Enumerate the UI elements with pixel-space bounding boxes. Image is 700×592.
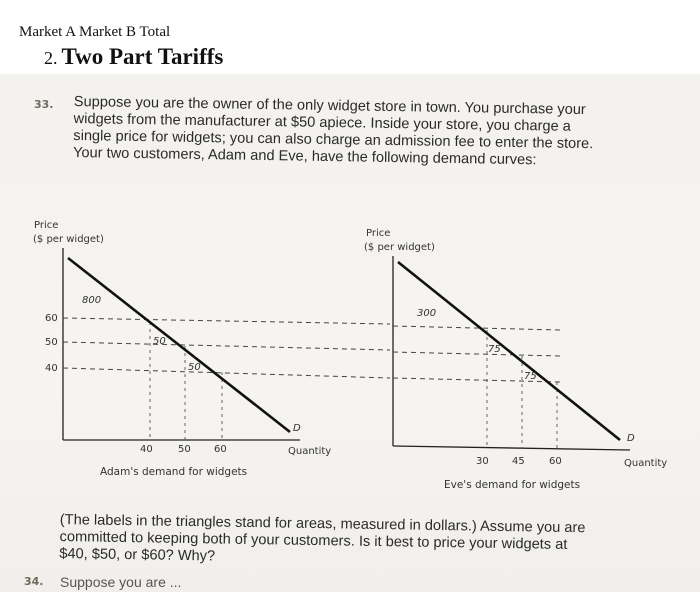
eve-caption: Eve's demand for widgets bbox=[444, 479, 581, 491]
eve-qty-45: 45 bbox=[512, 456, 525, 467]
adam-area-label-50a: 50 bbox=[153, 336, 166, 347]
eve-qty-30: 30 bbox=[476, 456, 489, 467]
adam-qty-50: 50 bbox=[178, 444, 191, 455]
section-number: 2. bbox=[44, 48, 58, 68]
adam-price-60: 60 bbox=[45, 313, 58, 324]
adam-x-label: Quantity bbox=[288, 446, 332, 457]
eve-graph bbox=[364, 228, 667, 491]
eve-area-label-300: 300 bbox=[417, 308, 437, 319]
eve-y-label-1: Price bbox=[366, 228, 391, 239]
eve-area-label-75a: 75 bbox=[488, 344, 501, 355]
next-question-text: Suppose you are ... bbox=[60, 574, 182, 590]
adam-qty-40: 40 bbox=[140, 444, 153, 455]
eve-qty-60: 60 bbox=[549, 456, 562, 467]
adam-qty-60: 60 bbox=[214, 444, 227, 455]
adam-price-50-line bbox=[63, 342, 390, 350]
eve-y-label-2: ($ per widget) bbox=[364, 242, 435, 253]
section-title: Two Part Tariffs bbox=[61, 44, 224, 69]
eve-price-50-line bbox=[393, 352, 560, 356]
adam-price-40-line bbox=[63, 368, 390, 378]
adam-y-label-2: ($ per widget) bbox=[33, 234, 104, 245]
adam-curve-label: D bbox=[293, 423, 301, 434]
eve-x-axis bbox=[393, 446, 630, 450]
adam-price-50: 50 bbox=[45, 337, 58, 348]
next-question-number: 34. bbox=[24, 575, 44, 588]
eve-curve-label: D bbox=[627, 433, 635, 444]
question-followup: (The labels in the triangles stand for areas, measured in dollars.) Assume you are committed to keeping both of your customers. Is it best to price your widgets at $40, $50, or $60? Why? bbox=[59, 512, 586, 565]
question-text: Suppose you are the owner of the only widget store in town. You purchase your widgets from the manufacturer at $50 apiece. Inside your store, you charge a single price for widgets; you can also charge an admission fee to enter the store. Your two customers, Adam and Eve, have the following demand curves: bbox=[72, 94, 594, 169]
eve-area-label-75b: 75 bbox=[524, 371, 537, 382]
adam-caption: Adam's demand for widgets bbox=[100, 466, 248, 478]
adam-price-40: 40 bbox=[45, 363, 58, 374]
eve-x-label: Quantity bbox=[624, 458, 668, 469]
question-number: 33. bbox=[34, 98, 54, 111]
adam-area-label-50b: 50 bbox=[188, 362, 201, 373]
eve-demand-curve bbox=[398, 262, 620, 440]
adam-price-60-line bbox=[63, 318, 390, 324]
top-line: Market A Market B Total bbox=[19, 24, 171, 40]
adam-area-label-800: 800 bbox=[82, 295, 102, 306]
adam-demand-curve bbox=[68, 258, 290, 432]
adam-graph bbox=[33, 220, 390, 478]
adam-y-label-1: Price bbox=[34, 220, 59, 231]
